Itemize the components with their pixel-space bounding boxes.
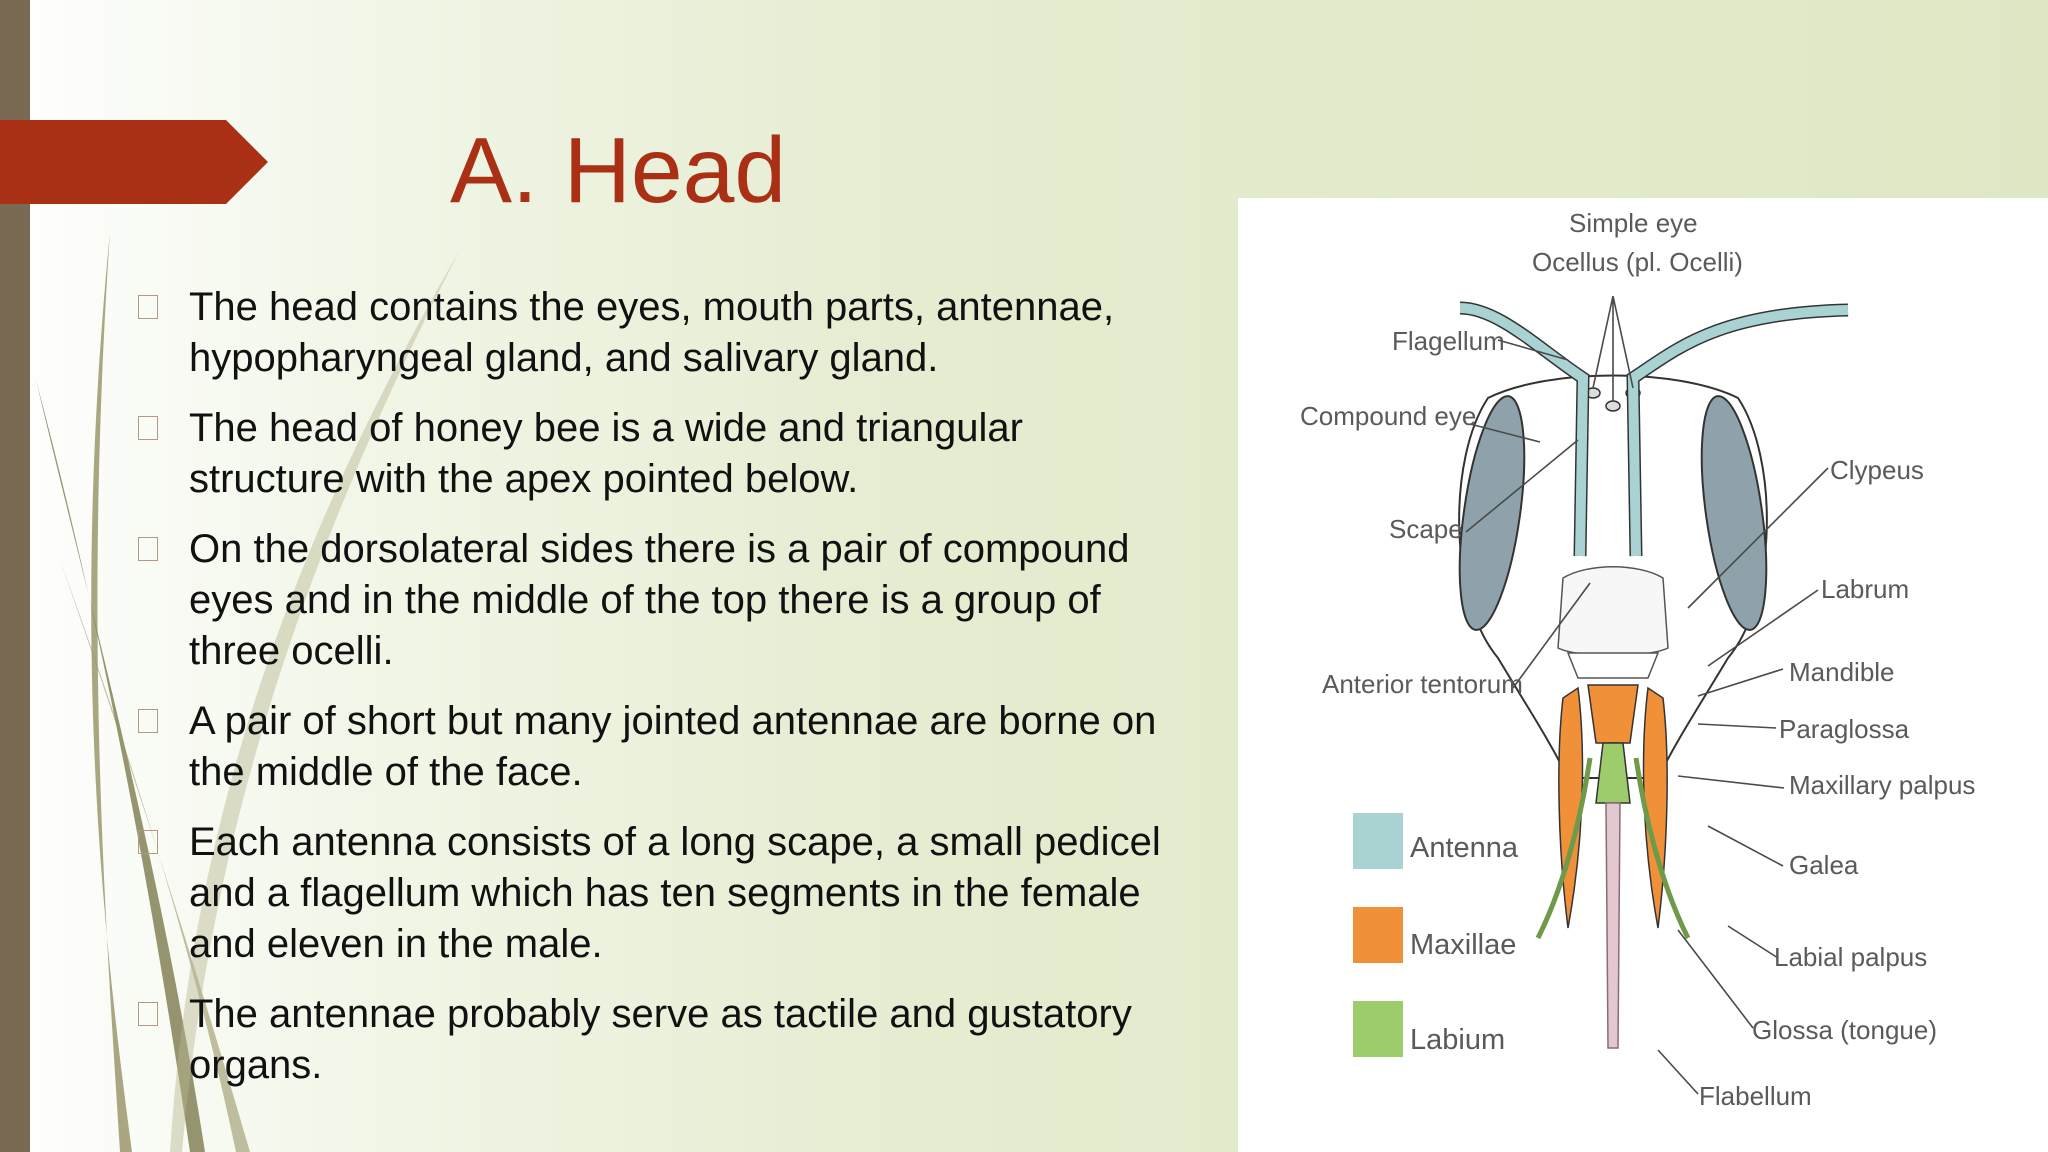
list-item (136, 817, 1166, 970)
labrum (1568, 653, 1658, 678)
legend-label-maxillae: Maxillae (1410, 929, 1517, 961)
bullet-box-icon (138, 416, 158, 440)
slide-title: A. Head (450, 118, 787, 222)
label-flabellum: Flabellum (1699, 1081, 1812, 1111)
label-anterior-tentorum: Anterior tentorum (1322, 669, 1523, 699)
label-labrum: Labrum (1821, 574, 1910, 604)
legend-swatch-antenna (1353, 813, 1403, 869)
label-ocellus: Ocellus (pl. Ocelli) (1532, 247, 1743, 277)
list-item (136, 403, 1166, 505)
bullet-list (136, 282, 1166, 1110)
label-paraglossa: Paraglossa (1779, 714, 1910, 744)
bullet-text: The antennae probably serve as tactile and gustatory organs. (189, 992, 1132, 1087)
title-arrow-banner (0, 120, 268, 204)
list-item (136, 989, 1166, 1091)
label-scape: Scape (1389, 514, 1463, 544)
label-maxillary-palpus: Maxillary palpus (1789, 770, 1976, 800)
bullet-text: The head of honey bee is a wide and triangular structure with the apex pointed below. (189, 406, 1023, 501)
bee-head-diagram (1238, 198, 2048, 1152)
label-mandible: Mandible (1789, 657, 1895, 687)
bullet-box-icon (138, 295, 158, 319)
bullet-text: A pair of short but many jointed antennae are borne on the middle of the face. (189, 699, 1157, 794)
clypeus (1558, 567, 1668, 656)
legend-label-labium: Labium (1410, 1024, 1506, 1056)
label-clypeus: Clypeus (1830, 455, 1924, 485)
legend-swatch-labium (1353, 1001, 1403, 1057)
bullet-text: On the dorsolateral sides there is a pair of compound eyes and in the middle of the top there is a group of three ocelli. (189, 527, 1130, 673)
bullet-text: The head contains the eyes, mouth parts, antennae, hypopharyngeal gland, and salivary gland. (189, 285, 1115, 380)
label-flagellum: Flagellum (1392, 326, 1505, 356)
bullet-box-icon (138, 537, 158, 561)
bullet-box-icon (138, 830, 158, 854)
glossa (1606, 803, 1620, 1048)
bee-head-diagram-panel (1238, 198, 2048, 1152)
bullet-text: Each antenna consists of a long scape, a small pedicel and a flagellum which has ten segments in the female and eleven in the male. (189, 820, 1161, 966)
ocellus-middle (1606, 401, 1620, 411)
list-item (136, 524, 1166, 677)
label-galea: Galea (1789, 850, 1859, 880)
legend-swatch-maxillae (1353, 907, 1403, 963)
bullet-box-icon (138, 709, 158, 733)
label-compound-eye: Compound eye (1300, 401, 1477, 431)
list-item (136, 696, 1166, 798)
legend-label-antenna: Antenna (1410, 832, 1519, 864)
bullet-box-icon (138, 1002, 158, 1026)
label-glossa: Glossa (tongue) (1752, 1015, 1937, 1045)
list-item (136, 282, 1166, 384)
label-simple-eye: Simple eye (1569, 208, 1698, 238)
label-labial-palpus: Labial palpus (1774, 942, 1928, 972)
